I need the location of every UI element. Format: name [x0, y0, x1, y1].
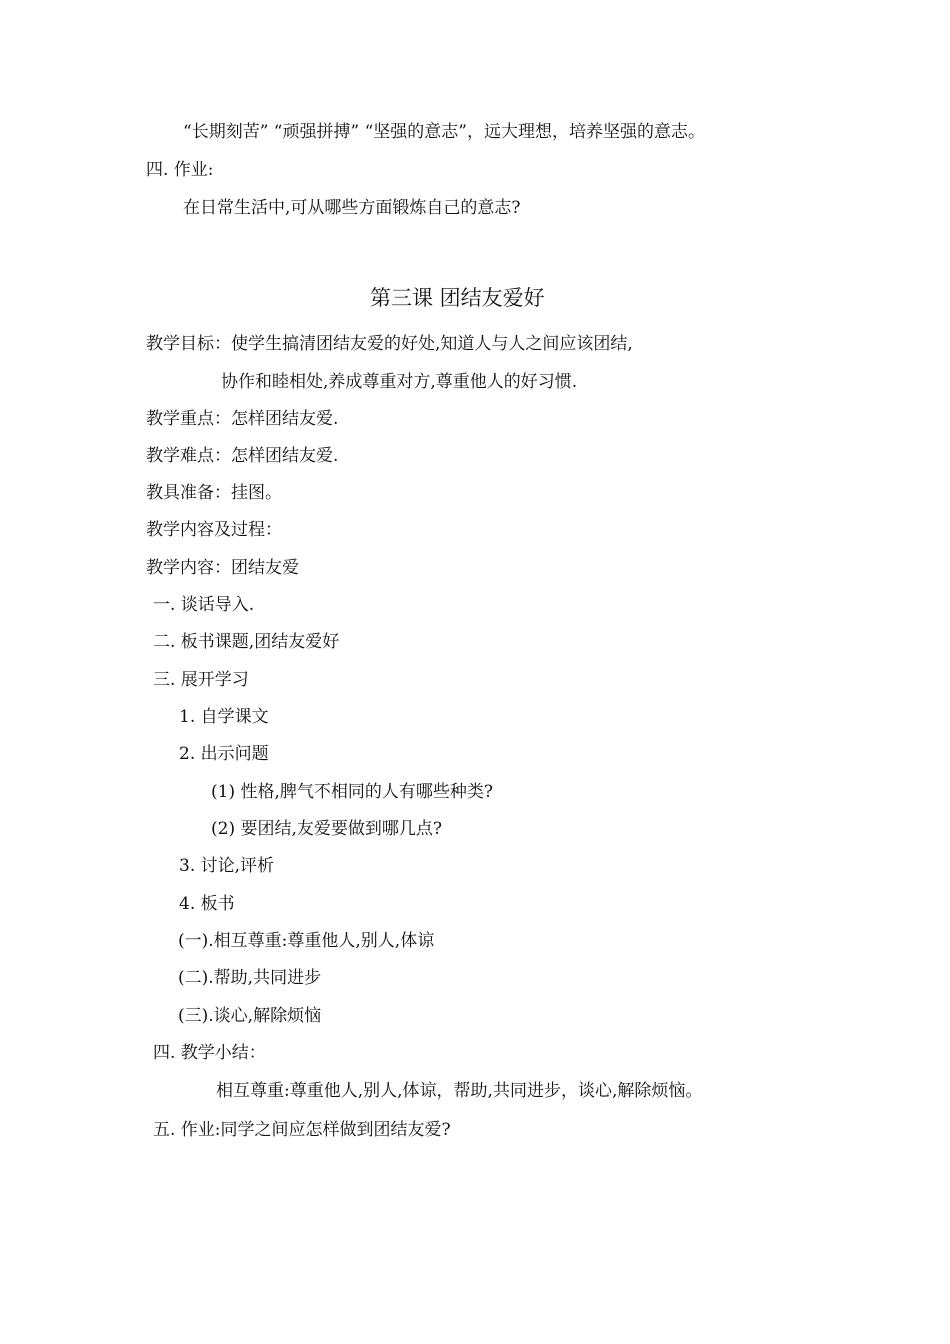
- substep-item: 4. 板书: [179, 894, 235, 914]
- text-line-ideals: “长期刻苦” “顽强拼搏” “坚强的意志”，远大理想，培养坚强的意志。: [183, 122, 705, 142]
- board-item: (二).帮助,共同进步: [178, 968, 322, 988]
- final-homework: 五. 作业:同学之间应怎样做到团结友爱?: [153, 1120, 451, 1140]
- question-item: (1) 性格,脾气不相同的人有哪些种类?: [211, 782, 494, 802]
- question-item: (2) 要团结,友爱要做到哪几点?: [211, 819, 443, 839]
- objectives-line-2: 协作和睦相处,养成尊重对方,尊重他人的好习惯.: [221, 372, 578, 392]
- teaching-process: 教学内容及过程：: [146, 520, 282, 540]
- objectives-label: 教学目标：: [146, 334, 231, 354]
- substep-item: 3. 讨论,评析: [179, 856, 275, 876]
- teaching-difficulty: 教学难点：怎样团结友爱.: [146, 446, 339, 466]
- homework-heading: 四. 作业:: [146, 160, 214, 180]
- board-item: (三).谈心,解除烦恼: [178, 1006, 322, 1026]
- teaching-focus: 教学重点：怎样团结友爱.: [146, 409, 339, 429]
- board-item: (一).相互尊重:尊重他人,别人,体谅: [178, 931, 435, 951]
- step-item: 三. 展开学习: [153, 670, 249, 690]
- lesson-title: 第三课 团结友爱好: [370, 286, 545, 310]
- summary-text: 相互尊重:尊重他人,别人,体谅，帮助,共同进步，谈心,解除烦恼。: [216, 1081, 703, 1101]
- step-item: 一. 谈话导入.: [153, 595, 255, 615]
- substep-item: 2. 出示问题: [179, 744, 269, 764]
- substep-item: 1. 自学课文: [179, 707, 269, 727]
- teaching-tools: 教具准备：挂图。: [146, 483, 282, 503]
- objectives-line-1: [146, 333, 633, 355]
- objectives-text: 使学生搞清团结友爱的好处,知道人与人之间应该团结,: [231, 334, 633, 354]
- step-item: 二. 板书课题,团结友爱好: [153, 632, 340, 652]
- teaching-content: 教学内容：团结友爱: [146, 558, 299, 578]
- homework-question: 在日常生活中,可从哪些方面锻炼自己的意志?: [183, 198, 521, 218]
- summary-heading: 四. 教学小结：: [153, 1043, 266, 1063]
